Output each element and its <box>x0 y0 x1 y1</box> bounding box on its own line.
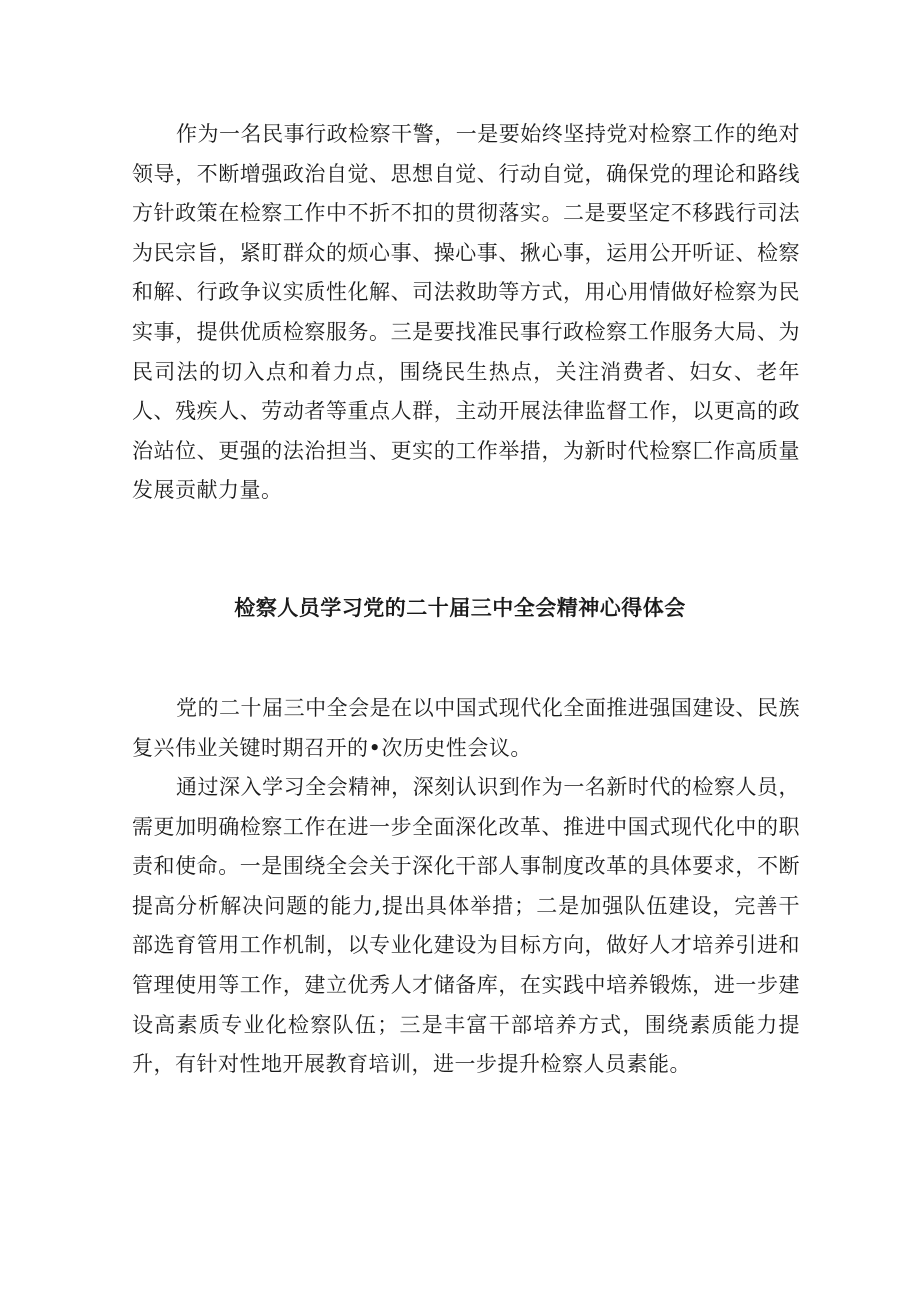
body-paragraph-1: 作为一名民事行政检察干警，一是要始终坚持党对检察工作的绝对领导，不断增强政治自觉、思想自觉、行动自觉，确保党的理论和路线方针政策在检察工作中不折不扣的贯彻落实。二是要坚定不移践行司法为民宗旨，紧盯群众的烦心事、操心事、揪心事，运用公开听证、检察和解、行政争议实质性化解、司法救助等方式，用心用情做好检察为民实事，提供优质检察服务。三是要找准民事行政检察工作服务大局、为民司法的切入点和着力点，围绕民生热点，关注消费者、妇女、老年人、残疾人、劳动者等重点人群，主动开展法律监督工作，以更高的政治站位、更强的法治担当、更实的工作举措，为新时代检察匚作高质量发展贡献力量。 <box>132 122 800 503</box>
body-paragraph-3: 通过深入学习全会精神，深刻认识到作为一名新时代的检察人员，需更加明确检察工作在进一步全面深化改革、推进中国式现代化中的职责和使命。一是围绕全会关于深化干部人事制度改革的具体要求，不断提高分析解决问题的能力,提出具体举措；二是加强队伍建设，完善干部选育管用工作机制，以专业化建设为目标方向，做好人才培养引进和管理使用等工作，建立优秀人才储备库，在实践中培养锻炼，进一步建设高素质专业化检察队伍；三是丰富干部培养方式，围绕素质能力提升，有针对性地开展教育培训，进一步提升检察人员素能。 <box>132 775 800 1077</box>
body-paragraph-2: 党的二十届三中全会是在以中国式现代化全面推进强国建设、民族复兴伟业关键时期召开的•次历史性会议。 <box>132 696 800 760</box>
section-title: 检察人员学习党的二十届三中全会精神心得体会 <box>234 596 686 620</box>
